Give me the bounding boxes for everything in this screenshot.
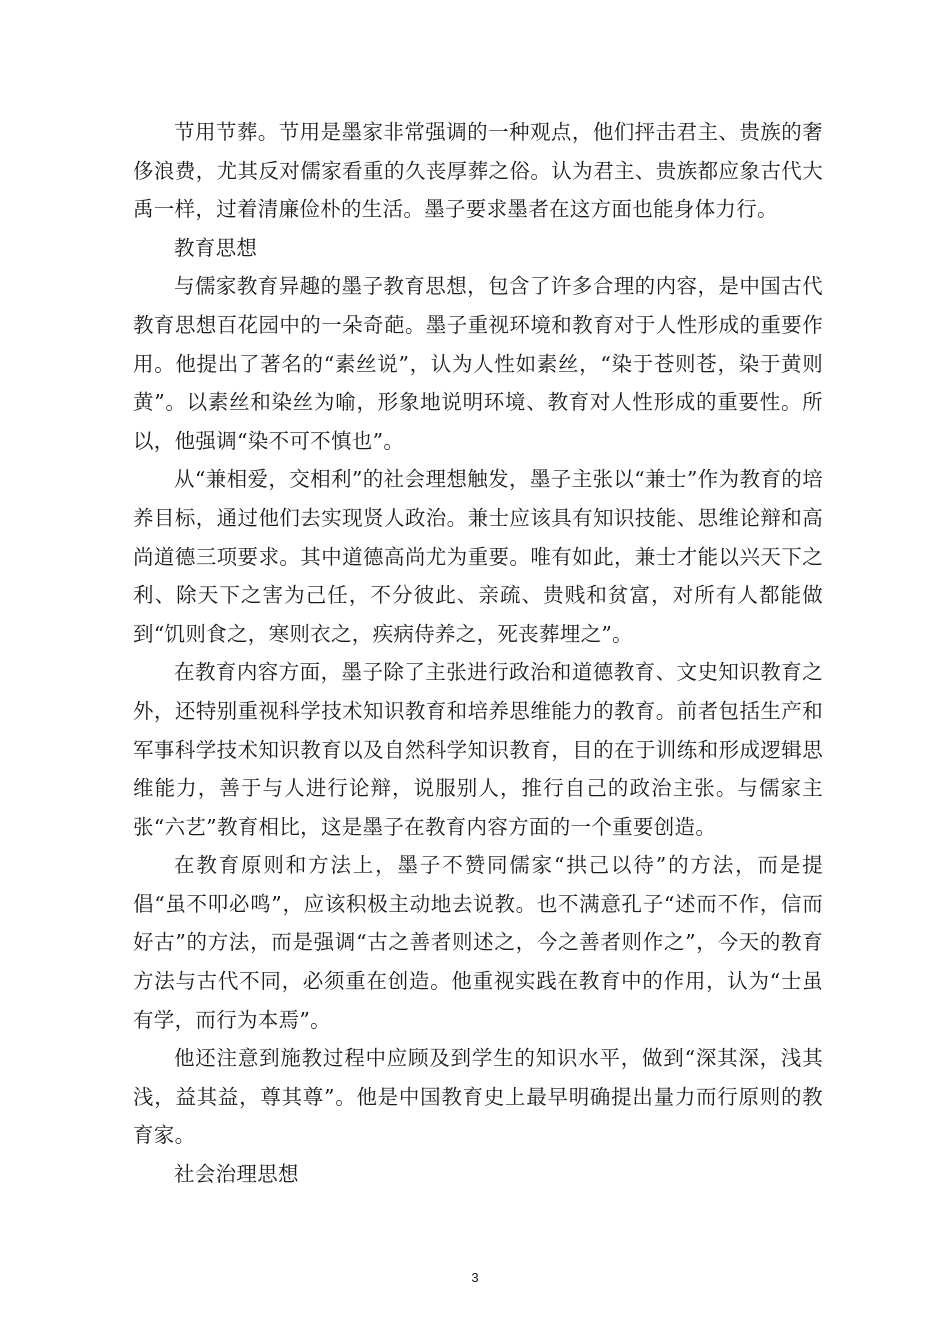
paragraph-education-content: 在教育内容方面，墨子除了主张进行政治和道德教育、文史知识教育之外，还特别重视科学技术知识教育和培养思维能力的教育。前者包括生产和军事科学技术知识教育以及自然科学知识教育，目的在于训练和形成逻辑思维能力，善于与人进行论辩，说服别人，推行自己的政治主张。与儒家主张“六艺”教育相比，这是墨子在教育内容方面的一个重要创造。 — [133, 660, 823, 839]
page-number: 3 — [471, 1270, 479, 1285]
paragraph-education-intro: 与儒家教育异趣的墨子教育思想，包含了许多合理的内容，是中国古代教育思想百花园中的一朵奇葩。墨子重视环境和教育对于人性形成的重要作用。他提出了著名的“素丝说”，认为人性如素丝，“染于苍则苍，染于黄则黄”。以素丝和染丝为喻，形象地说明环境、教育对人性形成的重要性。所以，他强调“染不可不慎也”。 — [133, 274, 823, 453]
document-body — [133, 113, 823, 1194]
paragraph-education-level: 他还注意到施教过程中应顾及到学生的知识水平，做到“深其深，浅其浅，益其益，尊其尊”。他是中国教育史上最早明确提出量力而行原则的教育家。 — [133, 1046, 823, 1148]
section-heading-governance: 社会治理思想 — [174, 1162, 299, 1187]
paragraph-education-method: 在教育原则和方法上，墨子不赞同儒家“拱己以待”的方法，而是提倡“虽不叩必鸣”，应该积极主动地去说教。也不满意孔子“述而不作，信而好古”的方法，而是强调“古之善者则述之，今之善者则作之”，今天的教育方法与古代不同，必须重在创造。他重视实践在教育中的作用，认为“士虽有学，而行为本焉”。 — [133, 853, 823, 1032]
section-heading-education: 教育思想 — [174, 235, 258, 260]
paragraph-frugality: 节用节葬。节用是墨家非常强调的一种观点，他们抨击君主、贵族的奢侈浪费，尤其反对儒家看重的久丧厚葬之俗。认为君主、贵族都应象古代大禹一样，过着清廉俭朴的生活。墨子要求墨者在这方面也能身体力行。 — [133, 120, 823, 222]
paragraph-education-goal: 从“兼相爱，交相利”的社会理想触发，墨子主张以“兼士”作为教育的培养目标，通过他们去实现贤人政治。兼士应该具有知识技能、思维论辩和高尚道德三项要求。其中道德高尚尤为重要。唯有如此，兼士才能以兴天下之利、除天下之害为己任，不分彼此、亲疏、贵贱和贫富，对所有人都能做到“饥则食之，寒则衣之，疾病侍养之，死丧葬埋之”。 — [133, 467, 823, 646]
